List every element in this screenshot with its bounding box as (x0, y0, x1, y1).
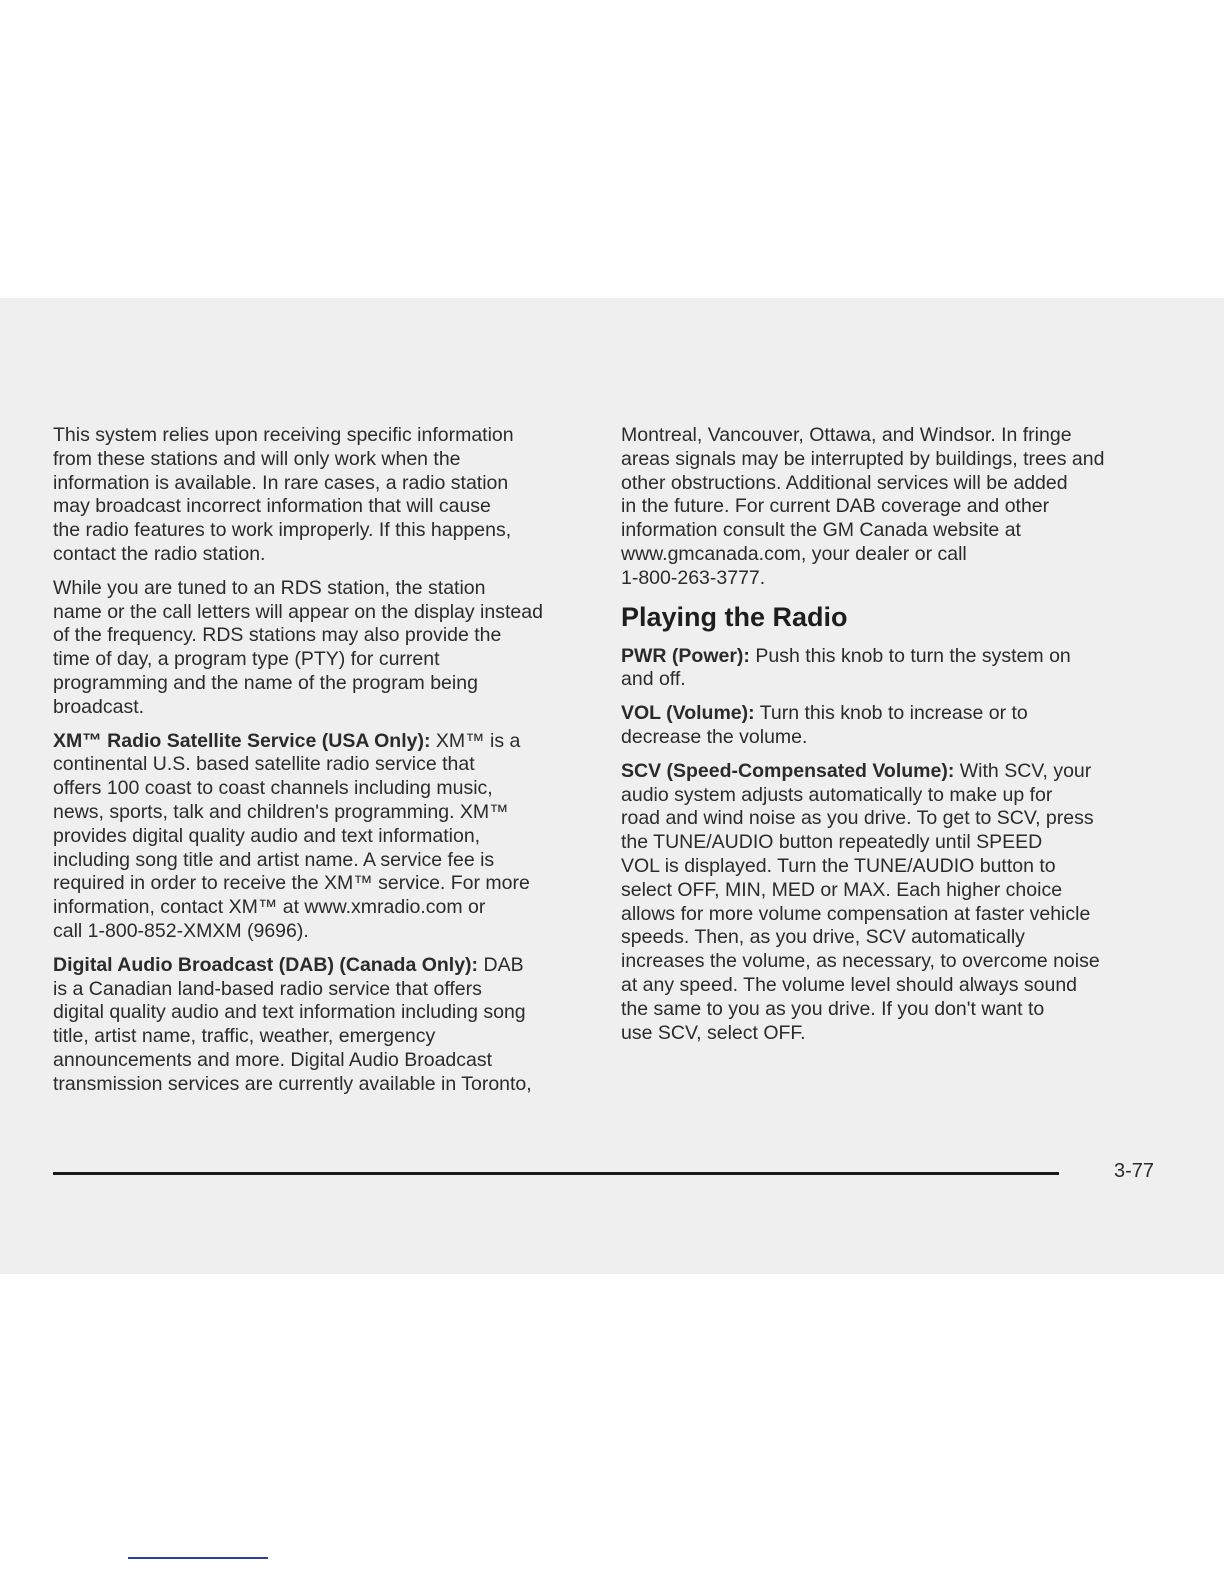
text-line (53, 954, 588, 978)
text-line: While you are tuned to an RDS station, the station (53, 576, 486, 599)
scv-title: SCV (Speed-Compensated Volume): (621, 759, 955, 782)
text-line: continental U.S. based satellite radio service that (53, 753, 475, 776)
text-line: offers 100 coast to coast channels including music, (53, 777, 493, 800)
text-line: Montreal, Vancouver, Ottawa, and Windsor. In fringe (621, 424, 1072, 446)
system-info-paragraph (53, 424, 588, 567)
text-line: may broadcast incorrect information that will cause (53, 495, 491, 518)
text-line: programming and the name of the program being (53, 671, 478, 694)
pwr-paragraph (621, 645, 1166, 693)
text-line: required in order to receive the XM™ service. For more (53, 872, 530, 895)
page-number: 3-77 (1114, 1160, 1155, 1182)
right-column (621, 424, 1166, 1055)
left-column (53, 424, 588, 1107)
text-line: information consult the GM Canada website at (621, 519, 1021, 542)
pwr-title: PWR (Power): (621, 644, 750, 667)
text-line (53, 730, 588, 754)
text-line: This system relies upon receiving specific information (53, 424, 514, 446)
text-line: digital quality audio and text information including song (53, 1001, 526, 1024)
text-line: at any speed. The volume level should always sound (621, 973, 1078, 996)
dab-section-title: Digital Audio Broadcast (DAB) (Canada Only): (53, 953, 479, 976)
text-line: www.gmcanada.com, your dealer or call (621, 542, 967, 565)
text-line: name or the call letters will appear on the display instead (53, 600, 543, 623)
text-line: time of day, a program type (PTY) for current (53, 648, 440, 671)
scv-paragraph (621, 760, 1166, 1046)
text-line: road and wind noise as you drive. To get to SCV, press (621, 807, 1094, 830)
dab-paragraph (53, 954, 588, 1097)
text-line: provides digital quality audio and text information, (53, 824, 481, 847)
text-line: from these stations and will only work when the (53, 447, 461, 470)
footer-rule (53, 1172, 1059, 1175)
text-line: select OFF, MIN, MED or MAX. Each higher choice (621, 878, 1063, 901)
text-line: increases the volume, as necessary, to overcome noise (621, 950, 1100, 973)
text-line: the same to you as you drive. If you don't want to (621, 997, 1045, 1020)
text-line: is a Canadian land-based radio service that offers (53, 977, 482, 1000)
text-line: broadcast. (53, 695, 145, 718)
text-line (621, 702, 1166, 726)
text-line: audio system adjusts automatically to make up for (621, 783, 1053, 806)
footer-link-underline[interactable] (128, 1557, 268, 1559)
section-heading: Playing the Radio (621, 601, 848, 632)
text-line: title, artist name, traffic, weather, emergency (53, 1025, 436, 1048)
text-line: decrease the volume. (621, 725, 808, 748)
text-line: other obstructions. Additional services will be added (621, 471, 1068, 494)
text-line: use SCV, select OFF. (621, 1021, 806, 1044)
text-line: and off. (621, 668, 686, 691)
text-line: VOL is displayed. Turn the TUNE/AUDIO button to (621, 854, 1056, 877)
xm-paragraph (53, 730, 588, 944)
text-line (621, 760, 1166, 784)
text-line (621, 645, 1166, 669)
text-line: transmission services are currently available in Toronto, (53, 1072, 532, 1095)
vol-paragraph (621, 702, 1166, 750)
text-line: call 1-800-852-XMXM (9696). (53, 919, 309, 942)
text-line: information is available. In rare cases, a radio station (53, 471, 509, 494)
text-line: in the future. For current DAB coverage and other (621, 495, 1050, 518)
text-run: XM™ is a (430, 729, 521, 752)
text-line: contact the radio station. (53, 542, 266, 565)
text-line: news, sports, talk and children's programming. XM™ (53, 800, 509, 823)
text-line: announcements and more. Digital Audio Broadcast (53, 1048, 493, 1071)
dab-continued-paragraph (621, 424, 1166, 591)
text-line: areas signals may be interrupted by buildings, trees and (621, 447, 1105, 470)
text-line: including song title and artist name. A service fee is (53, 848, 495, 871)
text-line: speeds. Then, as you drive, SCV automatically (621, 926, 1025, 949)
rds-paragraph (53, 577, 588, 720)
vol-title: VOL (Volume): (621, 702, 755, 725)
text-run: Turn this knob to increase or to (754, 702, 1028, 725)
text-line: the TUNE/AUDIO button repeatedly until SPEED (621, 831, 1043, 854)
text-line: allows for more volume compensation at faster vehicle (621, 902, 1091, 925)
text-line: the radio features to work improperly. If this happens, (53, 519, 512, 542)
text-run: DAB (478, 953, 524, 976)
text-run: Push this knob to turn the system on (749, 644, 1071, 667)
xm-section-title: XM™ Radio Satellite Service (USA Only): (53, 729, 431, 752)
text-line: 1-800-263-3777. (621, 566, 766, 589)
text-line: of the frequency. RDS stations may also provide the (53, 624, 502, 647)
text-run: With SCV, your (954, 759, 1092, 782)
text-line: information, contact XM™ at www.xmradio.com or (53, 896, 486, 919)
